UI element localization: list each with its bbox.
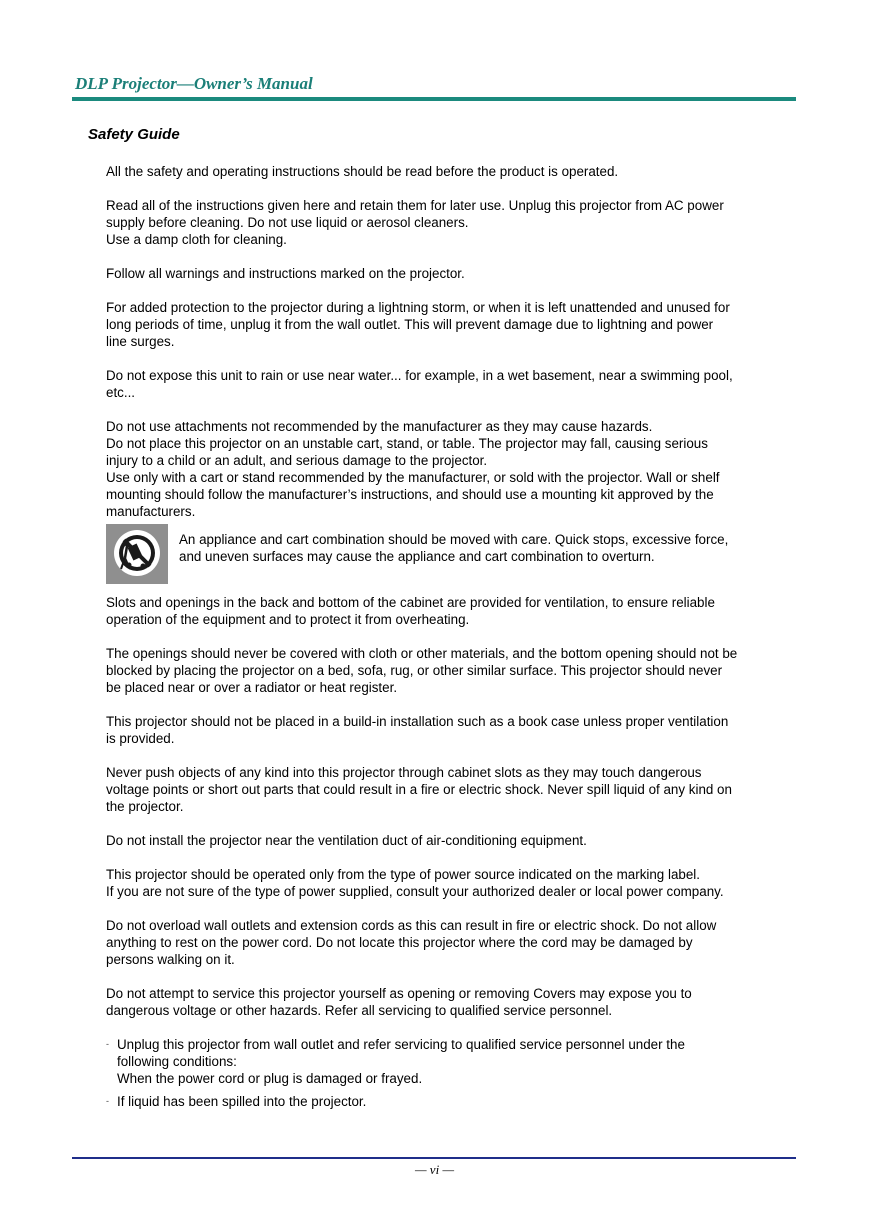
cart-caution: [106, 524, 798, 588]
text-line: Use only with a cart or stand recommended by the manufacturer, or sold with the projector. Wall or shelf: [106, 470, 720, 485]
text-line: long periods of time, unplug it from the wall outlet. This will prevent damage due to lightning and power: [106, 317, 714, 332]
text-line: For added protection to the projector during a lightning storm, or when it is left unattended and unused for: [106, 300, 730, 315]
text-line: supply before cleaning. Do not use liquid or aerosol cleaners.: [106, 215, 469, 230]
text-line: If you are not sure of the type of power supplied, consult your authorized dealer or local power company.: [106, 884, 724, 899]
paragraph-ventilation-slots: [106, 594, 798, 628]
paragraph-water: [106, 367, 798, 401]
text-line: All the safety and operating instructions should be read before the product is operated.: [106, 164, 619, 179]
text-line: This projector should be operated only from the type of power source indicated on the marking label.: [106, 867, 700, 882]
paragraph-objects: [106, 764, 798, 815]
text-line: The openings should never be covered with cloth or other materials, and the bottom opening should not be: [106, 646, 738, 661]
text-line: If liquid has been spilled into the projector.: [117, 1094, 367, 1109]
caution-text: [179, 531, 794, 565]
paragraph-built-in: [106, 713, 798, 747]
bullet-marker: -: [106, 1096, 109, 1106]
text-line: Do not expose this unit to rain or use near water... for example, in a wet basement, near a swimming pool,: [106, 368, 733, 383]
paragraph-power-source: [106, 866, 798, 900]
text-line: and uneven surfaces may cause the appliance and cart combination to overturn.: [179, 549, 655, 564]
paragraph-attachments: [106, 418, 798, 520]
text-line: Do not use attachments not recommended by the manufacturer as they may cause hazards.: [106, 419, 653, 434]
paragraph-cleaning: [106, 197, 798, 248]
paragraph-lightning: [106, 299, 798, 350]
cart-tip-over-warning-icon: [106, 524, 168, 584]
text-line: mounting should follow the manufacturer’s instructions, and should use a mounting kit approved by the: [106, 487, 714, 502]
paragraph-servicing: [106, 985, 798, 1019]
section-title: Safety Guide: [88, 126, 180, 143]
list-item: [106, 1036, 798, 1087]
text-line: etc...: [106, 385, 136, 400]
text-line: Use a damp cloth for cleaning.: [106, 232, 287, 247]
text-line: This projector should not be placed in a build-in installation such as a book case unless proper ventilation: [106, 714, 729, 729]
text-line: manufacturers.: [106, 504, 196, 519]
paragraph-follow-warnings: [106, 265, 798, 282]
paragraph-read-instructions: [106, 163, 798, 180]
text-line: Follow all warnings and instructions marked on the projector.: [106, 266, 465, 281]
text-line: following conditions:: [117, 1054, 237, 1069]
text-line: be placed near or over a radiator or heat register.: [106, 680, 398, 695]
text-line: injury to a child or an adult, and serious damage to the projector.: [106, 453, 488, 468]
text-line: persons walking on it.: [106, 952, 235, 967]
text-line: Do not install the projector near the ventilation duct of air-conditioning equipment.: [106, 833, 587, 848]
text-line: Do not overload wall outlets and extension cords as this can result in fire or electric shock. Do not allow: [106, 918, 717, 933]
text-line: Do not attempt to service this projector yourself as opening or removing Covers may expose you to: [106, 986, 692, 1001]
page-number: — vi —: [415, 1162, 454, 1177]
text-line: voltage points or short out parts that could result in a fire or electric shock. Never spill liquid of any kind on: [106, 782, 732, 797]
text-line: Do not place this projector on an unstable cart, stand, or table. The projector may fall, causing serious: [106, 436, 708, 451]
footer-divider: [72, 1157, 796, 1159]
text-line: line surges.: [106, 334, 175, 349]
text-line: Never push objects of any kind into this projector through cabinet slots as they may touch dangerous: [106, 765, 702, 780]
text-line: When the power cord or plug is damaged or frayed.: [117, 1071, 423, 1086]
text-line: is provided.: [106, 731, 175, 746]
paragraph-overload: [106, 917, 798, 968]
text-line: anything to rest on the power cord. Do not locate this projector where the cord may be damaged by: [106, 935, 693, 950]
text-line: An appliance and cart combination should be moved with care. Quick stops, excessive force,: [179, 532, 729, 547]
paragraph-openings: [106, 645, 798, 696]
text-line: the projector.: [106, 799, 184, 814]
manual-title: DLP Projector—Owner’s Manual: [75, 74, 313, 93]
text-line: dangerous voltage or other hazards. Refer all servicing to qualified service personnel.: [106, 1003, 613, 1018]
text-line: Unplug this projector from wall outlet and refer servicing to qualified service personnel under the: [117, 1037, 685, 1052]
list-item: [106, 1093, 798, 1110]
text-line: Slots and openings in the back and bottom of the cabinet are provided for ventilation, to ensure reliable: [106, 595, 715, 610]
bullet-marker: -: [106, 1039, 109, 1049]
text-line: Read all of the instructions given here and retain them for later use. Unplug this projector from AC power: [106, 198, 724, 213]
header-divider: [72, 97, 796, 101]
text-line: blocked by placing the projector on a bed, sofa, rug, or other similar surface. This projector should never: [106, 663, 723, 678]
paragraph-air-conditioning: [106, 832, 798, 849]
text-line: operation of the equipment and to protect it from overheating.: [106, 612, 470, 627]
safety-guide-body: [106, 163, 798, 1116]
